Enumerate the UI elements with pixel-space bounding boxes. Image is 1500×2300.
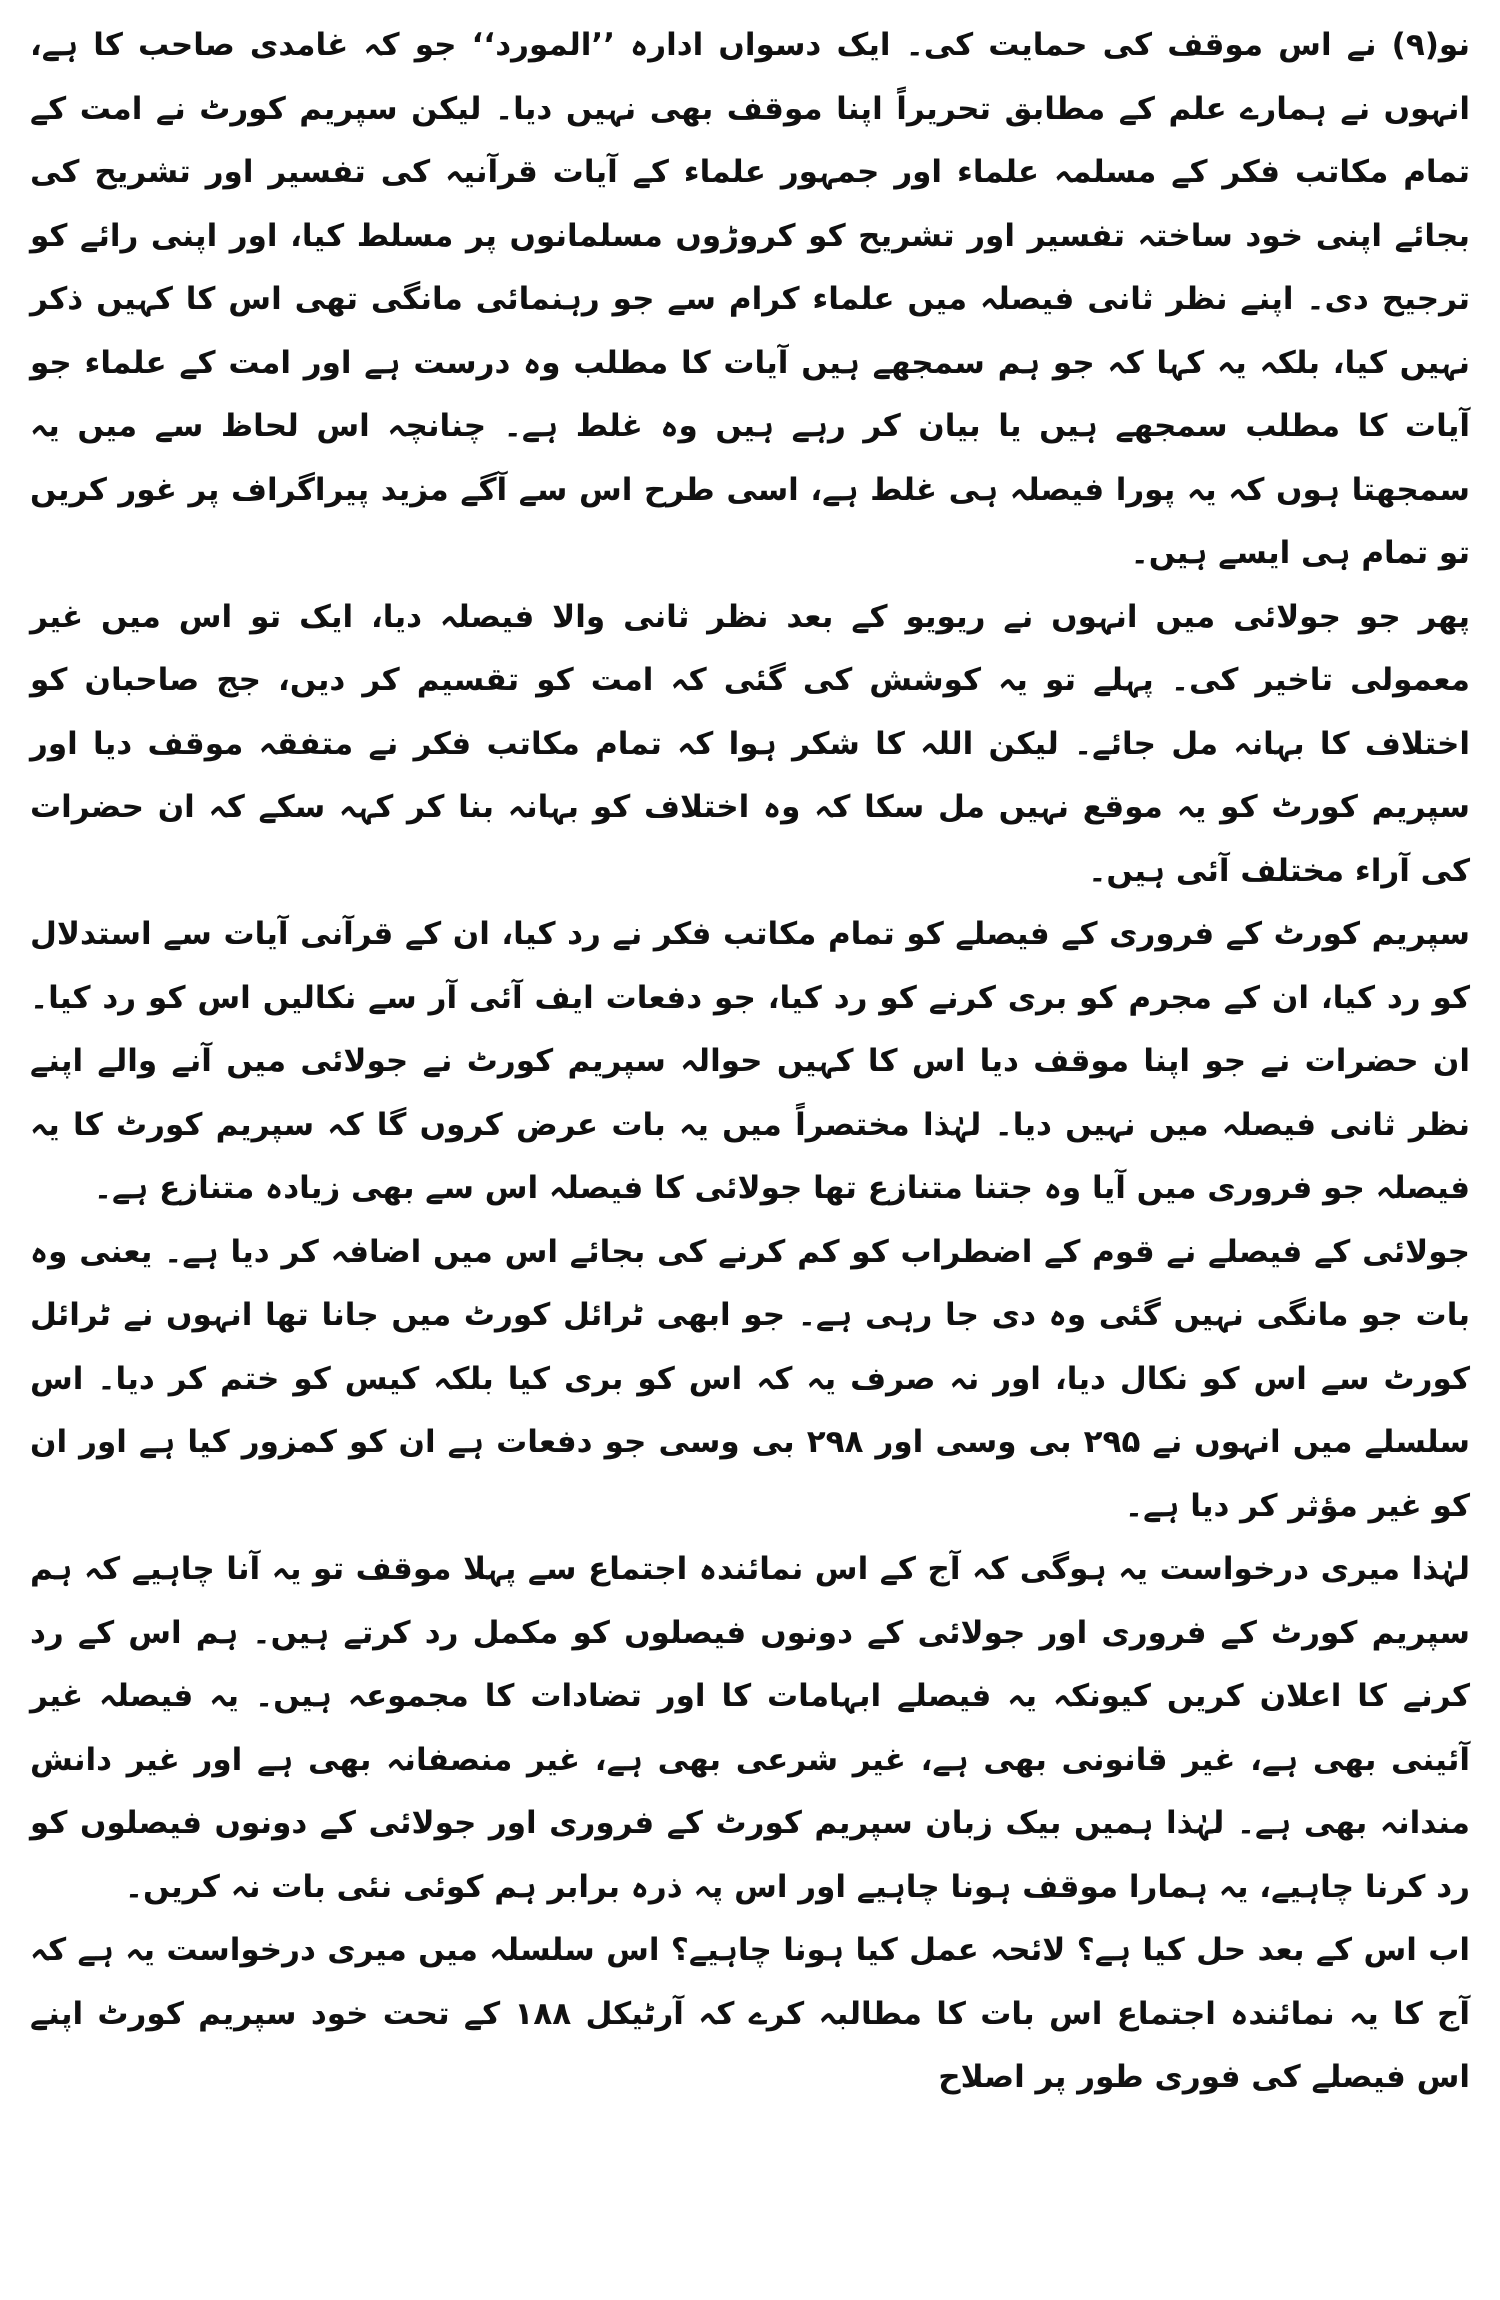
paragraph-3: سپریم کورٹ کے فروری کے فیصلے کو تمام مکاتب فکر نے رد کیا، ان کے قرآنی آیات سے استدلال کو رد کیا، ان کے مجرم کو بری کرنے کو رد کیا، جو دفعات ایف آئی آر سے نکالیں اس کو رد کیا۔ ان حضرات نے جو اپنا موقف دیا اس کا کہیں حوالہ سپریم کورٹ نے جولائی میں آنے والے اپنے نظر ثانی فیصلہ میں نہیں دیا۔ لہٰذا مختصراً میں یہ بات عرض کروں گا کہ سپریم کورٹ کا یہ فیصلہ جو فروری میں آیا وہ جتنا متنازع تھا جولائی کا فیصلہ اس سے بھی زیادہ متنازع ہے۔ bbox=[30, 916, 1470, 1206]
paragraph-5: لہٰذا میری درخواست یہ ہوگی کہ آج کے اس نمائندہ اجتماع سے پہلا موقف تو یہ آنا چاہیے کہ ہم سپریم کورٹ کے فروری اور جولائی کے دونوں فیصلوں کو مکمل رد کرتے ہیں۔ ہم اس کے رد کرنے کا اعلان کریں کیونکہ یہ فیصلے ابہامات کا اور تضادات کا مجموعہ ہیں۔ یہ فیصلہ غیر آئینی بھی ہے، غیر قانونی بھی ہے، غیر شرعی بھی ہے، غیر منصفانہ بھی ہے اور غیر دانش مندانہ بھی ہے۔ لہٰذا ہمیں بیک زبان سپریم کورٹ کے فروری اور جولائی کے دونوں فیصلوں کو رد کرنا چاہیے، یہ ہمارا موقف ہونا چاہیے اور اس پہ ذرہ برابر ہم کوئی نئی بات نہ کریں۔ bbox=[30, 1551, 1470, 1905]
paragraph-6: اب اس کے بعد حل کیا ہے؟ لائحہ عمل کیا ہونا چاہیے؟ اس سلسلہ میں میری درخواست یہ ہے کہ آج کا یہ نمائندہ اجتماع اس بات کا مطالبہ کرے کہ آرٹیکل ۱۸۸ کے تحت خود سپریم کورٹ اپنے اس فیصلے کی فوری طور پر اصلاح bbox=[30, 1932, 1470, 2095]
paragraph-1: نو(۹) نے اس موقف کی حمایت کی۔ ایک دسواں ادارہ ’’المورد‘‘ جو کہ غامدی صاحب کا ہے، انہوں نے ہمارے علم کے مطابق تحریراً اپنا موقف بھی نہیں دیا۔ لیکن سپریم کورٹ نے امت کے تمام مکاتب فکر کے مسلمہ علماء اور جمہور علماء کے آیات قرآنیہ کی تفسیر اور تشریح کی بجائے اپنی خود ساختہ تفسیر اور تشریح کو کروڑوں مسلمانوں پر مسلط کیا، اور اپنی رائے کو ترجیح دی۔ اپنے نظر ثانی فیصلہ میں علماء کرام سے جو رہنمائی مانگی تھی اس کا کہیں ذکر نہیں کیا، بلکہ یہ کہا کہ جو ہم سمجھے ہیں آیات کا مطلب وہ درست ہے اور امت کے علماء جو آیات کا مطلب سمجھے ہیں یا بیان کر رہے ہیں وہ غلط ہے۔ چنانچہ اس لحاظ سے میں یہ سمجھتا ہوں کہ یہ پورا فیصلہ ہی غلط ہے، اسی طرح اس سے آگے مزید پیراگراف پر غور کریں تو تمام ہی ایسے ہیں۔ bbox=[30, 27, 1470, 571]
paragraph-2: پھر جو جولائی میں انہوں نے ریویو کے بعد نظر ثانی والا فیصلہ دیا، ایک تو اس میں غیر معمولی تاخیر کی۔ پہلے تو یہ کوشش کی گئی کہ امت کو تقسیم کر دیں، جج صاحبان کو اختلاف کا بہانہ مل جائے۔ لیکن اللہ کا شکر ہوا کہ تمام مکاتب فکر نے متفقہ موقف دیا اور سپریم کورٹ کو یہ موقع نہیں مل سکا کہ وہ اختلاف کو بہانہ بنا کر کہہ سکے کہ ان حضرات کی آراء مختلف آئی ہیں۔ bbox=[30, 598, 1470, 889]
document-page bbox=[30, 14, 1470, 2284]
paragraph-4: جولائی کے فیصلے نے قوم کے اضطراب کو کم کرنے کی بجائے اس میں اضافہ کر دیا ہے۔ یعنی وہ بات جو مانگی نہیں گئی وہ دی جا رہی ہے۔ جو ابھی ٹرائل کورٹ میں جانا تھا انہوں نے ٹرائل کورٹ سے اس کو نکال دیا، اور نہ صرف یہ کہ اس کو بری کیا بلکہ کیس کو ختم کر دیا۔ اس سلسلے میں انہوں نے ۲۹۵ بی وسی اور ۲۹۸ بی وسی جو دفعات ہے ان کو کمزور کیا ہے اور ان کو غیر مؤثر کر دیا ہے۔ bbox=[30, 1233, 1471, 1524]
